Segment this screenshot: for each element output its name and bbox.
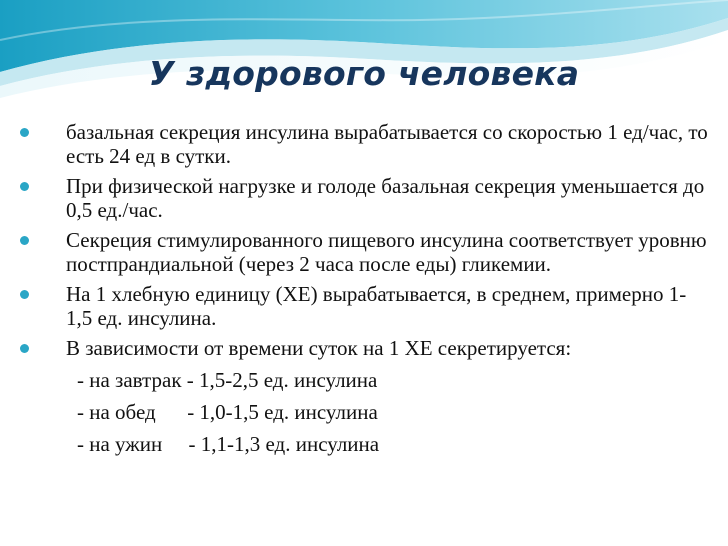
bullet-item bbox=[20, 174, 710, 222]
bullet-dot-icon bbox=[20, 236, 29, 245]
dosage-sub-list bbox=[20, 368, 710, 456]
sub-list-item: - на ужин - 1,1-1,3 ед. инсулина bbox=[77, 432, 380, 456]
bullet-item bbox=[20, 120, 710, 168]
sub-list-item: - на обед - 1,0-1,5 ед. инсулина bbox=[77, 400, 378, 424]
slide-title: У здорового человека bbox=[148, 54, 580, 93]
bullet-dot-icon bbox=[20, 128, 29, 137]
bullet-text: базальная секреция инсулина вырабатывается со скоростью 1 ед/час, то есть 24 ед в сутки. bbox=[66, 120, 708, 168]
bullet-text: Секреция стимулированного пищевого инсулина соответствует уровню постпрандиальной (через 2 часа после еды) гликемии. bbox=[66, 228, 707, 276]
bullet-dot-icon bbox=[20, 182, 29, 191]
bullet-text: На 1 хлебную единицу (ХЕ) вырабатывается, в среднем, примерно 1-1,5 ед. инсулина. bbox=[66, 282, 687, 330]
bullet-item bbox=[20, 228, 710, 276]
bullet-item bbox=[20, 336, 710, 360]
sub-list-item: - на завтрак - 1,5-2,5 ед. инсулина bbox=[77, 368, 378, 392]
bullet-dot-icon bbox=[20, 290, 29, 299]
bullet-text: В зависимости от времени суток на 1 ХЕ секретируется: bbox=[66, 336, 572, 360]
slide-body bbox=[20, 120, 710, 464]
bullet-item bbox=[20, 282, 710, 330]
bullet-text: При физической нагрузке и голоде базальная секреция уменьшается до 0,5 ед./час. bbox=[66, 174, 705, 222]
bullet-dot-icon bbox=[20, 344, 29, 353]
